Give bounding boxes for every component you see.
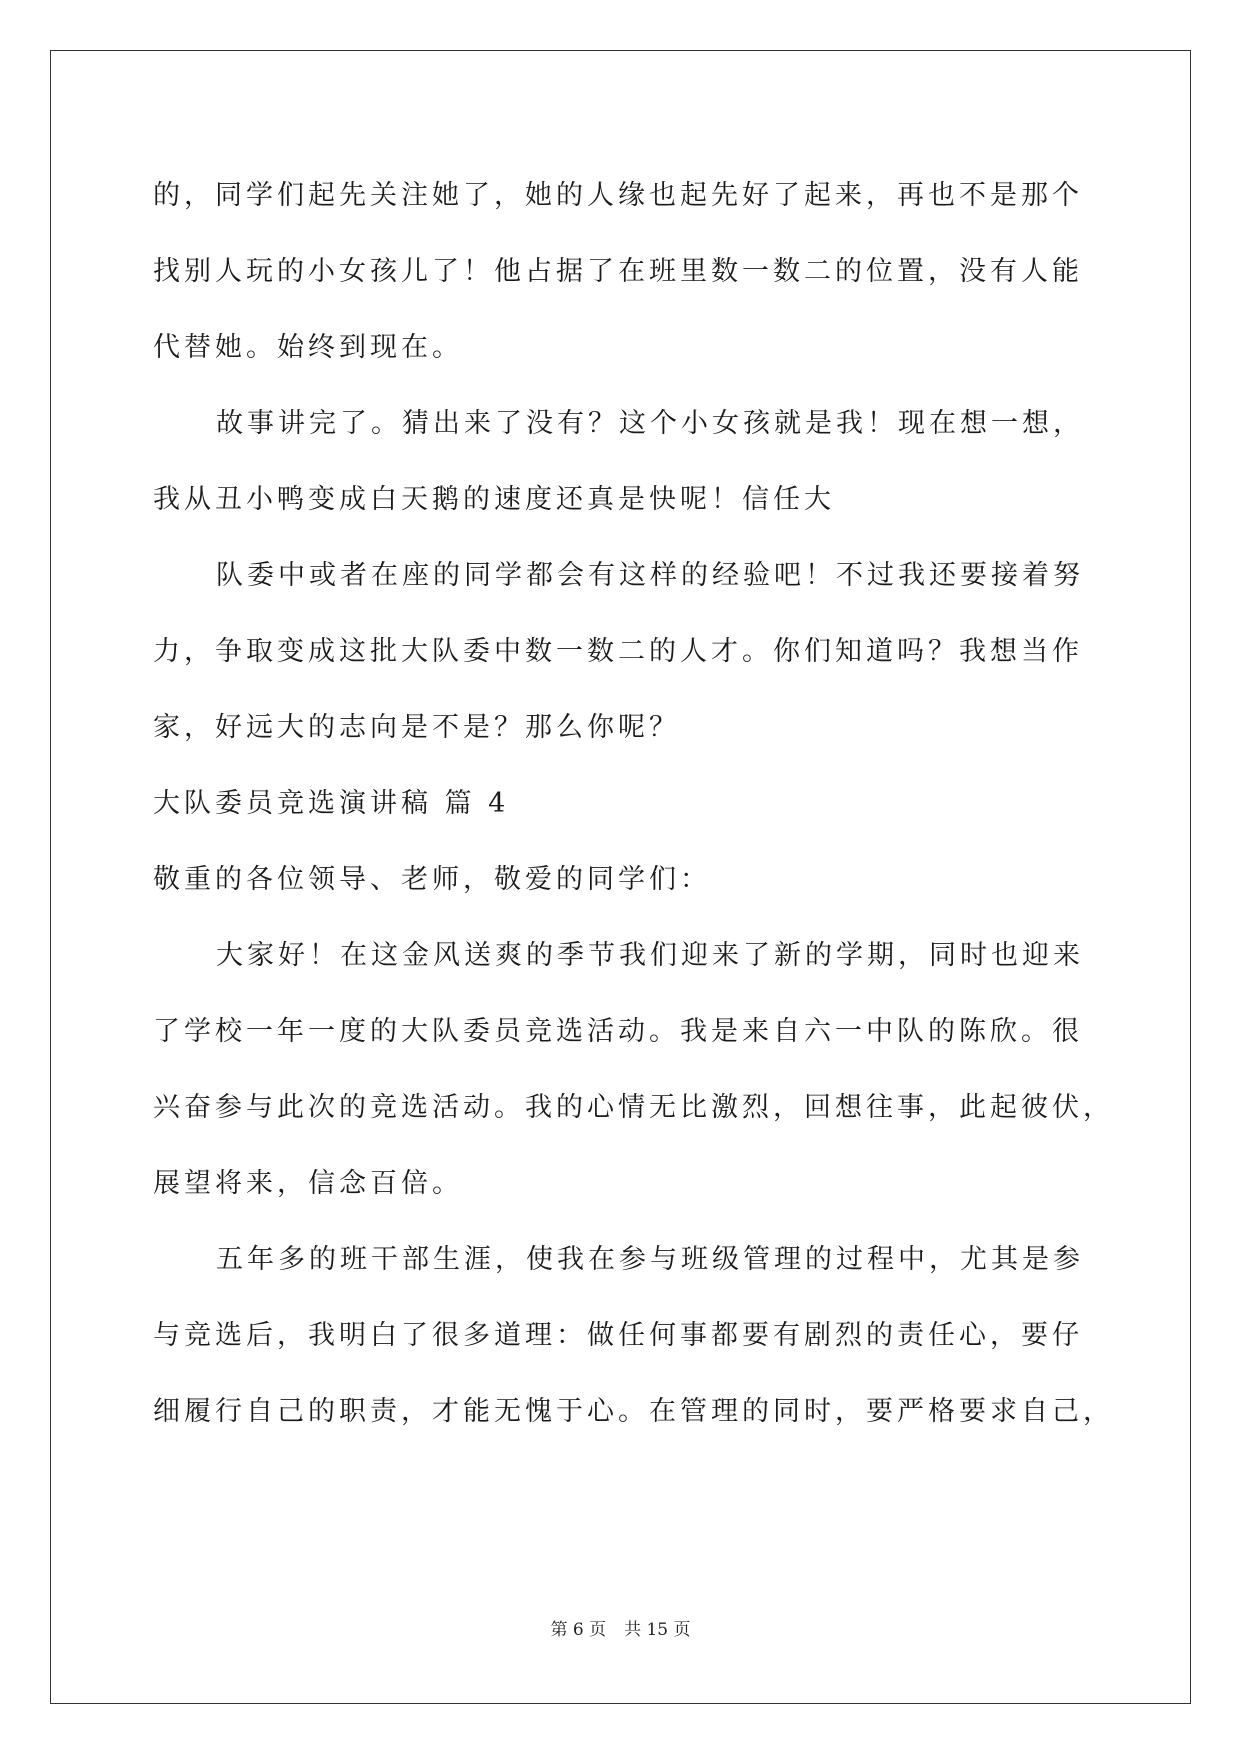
text-line-4: 故事讲完了。猜出来了没有？这个小女孩就是我！现在想一想， — [216, 408, 1084, 439]
text-line-3: 代替她。始终到现在。 — [153, 332, 463, 363]
text-line-6: 队委中或者在座的同学都会有这样的经验吧！不过我还要接着努 — [216, 560, 1084, 591]
page-total: 共 15 页 — [624, 1620, 691, 1640]
page-number: 第 6 页 — [550, 1620, 607, 1640]
text-line-17: 细履行自己的职责，才能无愧于心。在管理的同时，要严格要求自己， — [153, 1396, 1114, 1427]
text-line-11: 大家好！在这金风送爽的季节我们迎来了新的学期，同时也迎来 — [216, 940, 1084, 971]
text-line-5: 我从丑小鸭变成白天鹅的速度还真是快呢！信任大 — [153, 484, 835, 515]
text-line-16: 与竞选后，我明白了很多道理：做任何事都要有剧烈的责任心，要仔 — [153, 1320, 1083, 1351]
text-line-15: 五年多的班干部生涯，使我在参与班级管理的过程中，尤其是参 — [216, 1244, 1084, 1275]
text-line-12: 了学校一年一度的大队委员竞选活动。我是来自六一中队的陈欣。很 — [153, 1016, 1083, 1047]
salutation: 敬重的各位领导、老师，敬爱的同学们： — [153, 864, 711, 895]
text-line-2: 找别人玩的小女孩儿了！他占据了在班里数一数二的位置，没有人能 — [153, 256, 1083, 287]
document-body — [153, 158, 1113, 1450]
text-line-1: 的，同学们起先关注她了，她的人缘也起先好了起来，再也不是那个 — [153, 180, 1083, 211]
page-footer — [0, 1618, 1241, 1642]
section-heading: 大队委员竞选演讲稿 篇 4 — [153, 788, 510, 819]
text-line-13: 兴奋参与此次的竞选活动。我的心情无比激烈，回想往事，此起彼伏， — [153, 1092, 1114, 1123]
text-line-7: 力，争取变成这批大队委中数一数二的人才。你们知道吗？我想当作 — [153, 636, 1083, 667]
text-line-8: 家，好远大的志向是不是？那么你呢？ — [153, 712, 680, 743]
text-line-14: 展望将来，信念百倍。 — [153, 1168, 463, 1199]
